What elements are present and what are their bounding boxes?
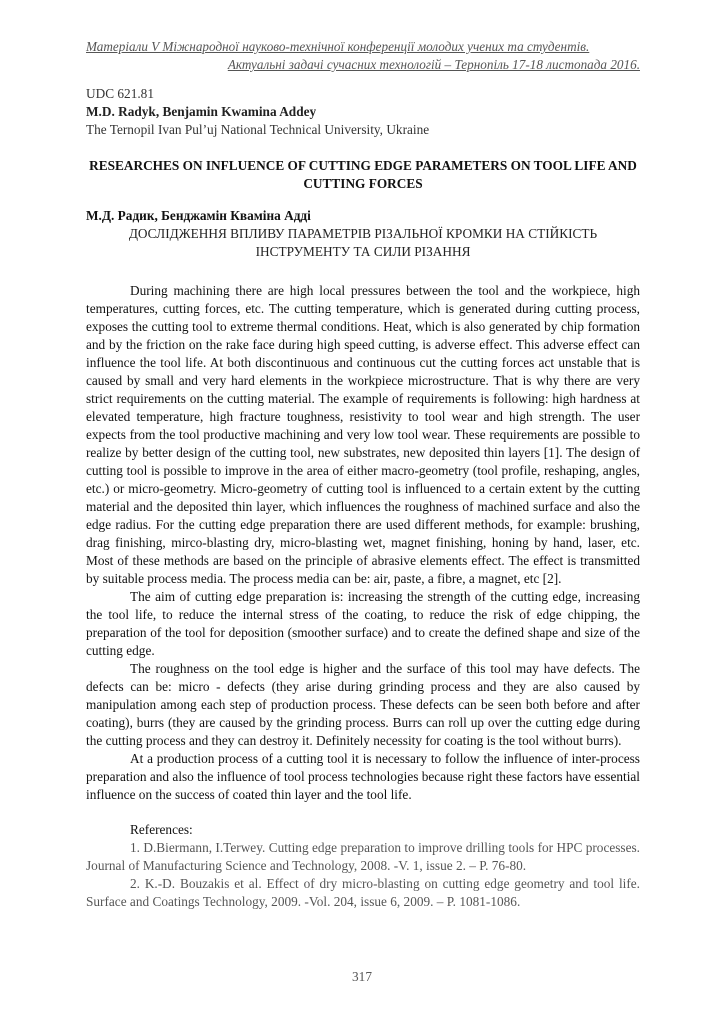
udc-code: UDC 621.81 bbox=[86, 86, 154, 101]
authors-ua: М.Д. Радик, Бенджамін Кваміна Адді bbox=[86, 208, 311, 223]
paragraph: The aim of cutting edge preparation is: increasing the strength of the cutting edge, increasing the tool life, to reduce the internal stress of the coating, to reduce the risk of edge chipping, the preparation of the tool for deposition (smoother surface) and to create the defined shape and size of the cutting edge. bbox=[86, 589, 640, 658]
document-page bbox=[86, 38, 640, 911]
paragraph: The roughness on the tool edge is higher and the surface of this tool may have defects. The defects can be: micro - defects (they arise during grinding process and they are also caused by manipulation among each step of production process. These defects can be seen both before and after coating), burrs (they are caused by the grinding process. Burrs can roll up over the cutting edge during the cutting process and they can destroy it. Definitely necessity for coating is the tool without burrs). bbox=[86, 661, 640, 748]
affiliation: The Ternopil Ivan Pul’uj National Technical University, Ukraine bbox=[86, 122, 430, 137]
title-en: RESEARCHES ON INFLUENCE OF CUTTING EDGE PARAMETERS ON TOOL LIFE AND CUTTING FORCES bbox=[89, 158, 637, 191]
reference-item: 1. D.Biermann, I.Terwey. Cutting edge preparation to improve drilling tools for HPC processes. Journal of Manufacturing Science and Technology, 2008. -V. 1, issue 2. – P. 76-80. bbox=[86, 840, 640, 873]
conference-header-line-2: Актуальні задачі сучасних технологій – Тернопіль 17-18 листопада 2016. bbox=[227, 57, 640, 72]
references-title: References: bbox=[130, 822, 193, 837]
authors-en: M.D. Radyk, Benjamin Kwamina Addey bbox=[86, 104, 317, 119]
title-ua: ДОСЛІДЖЕННЯ ВПЛИВУ ПАРАМЕТРІВ РІЗАЛЬНОЇ КРОМКИ НА СТІЙКІСТЬ ІНСТРУМЕНТУ ТА СИЛИ РІЗАННЯ bbox=[128, 226, 598, 259]
paragraph: During machining there are high local pressures between the tool and the workpiece, high temperatures, cutting forces, etc. The cutting temperature, which is generated during cutting process, exposes the cutting tool to extreme thermal conditions. Heat, which is also generated by chip formation and by the friction on the rake face during high speed cutting, is adverse effect. This adverse effect can influence the tool life. At both discontinuous and continuous cut the cutting forces act unstable that is caused by small and very hard elements in the workpiece microstructure. That is why there are very strict requirements on the cutting material. The example of requirements is following: high hardness at elevated temperature, high fracture toughness, resistivity to tool wear and high strength. The user expects from the tool productive machining and very low tool wear. These requirements are possible to realize by better design of the cutting tool, new substrates, new deposited thin layers [1]. The design of cutting tool is possible to improve in the area of either macro-geometry (tool profile, reshaping, angles, etc.) or micro-geometry. Micro-geometry of cutting tool is influenced to a certain extent by the cutting material and the deposited thin layer, which influences the roughness of machined surface and also the edge radius. For the cutting edge preparation there are used different methods, for example: brushing, drag finishing, mirco-blasting dry, micro-blasting wet, magnet finishing, honing by hand, laser, etc. Most of these methods are based on the principle of abrasive elements effect. The effect is transmitted by suitable process media. The process media can be: air, paste, a fibre, a magnet, etc [2]. bbox=[86, 283, 640, 586]
conference-header-line-1: Матеріали V Міжнародної науково-технічної конференції молодих учених та студентів. bbox=[86, 39, 590, 54]
page-number: 317 bbox=[352, 969, 372, 984]
article-body bbox=[86, 282, 640, 804]
paragraph: At a production process of a cutting tool it is necessary to follow the influence of inter-process preparation and also the influence of tool process technologies because right these factors have essential influence on the success of coated thin layer and the tool life. bbox=[86, 751, 640, 802]
article-meta bbox=[86, 85, 640, 139]
reference-item: 2. K.-D. Bouzakis et al. Effect of dry micro-blasting on cutting edge geometry and tool life. Surface and Coatings Technology, 2009. -Vol. 204, issue 6, 2009. – P. 1081-1086. bbox=[86, 876, 640, 909]
references-section bbox=[86, 821, 640, 911]
